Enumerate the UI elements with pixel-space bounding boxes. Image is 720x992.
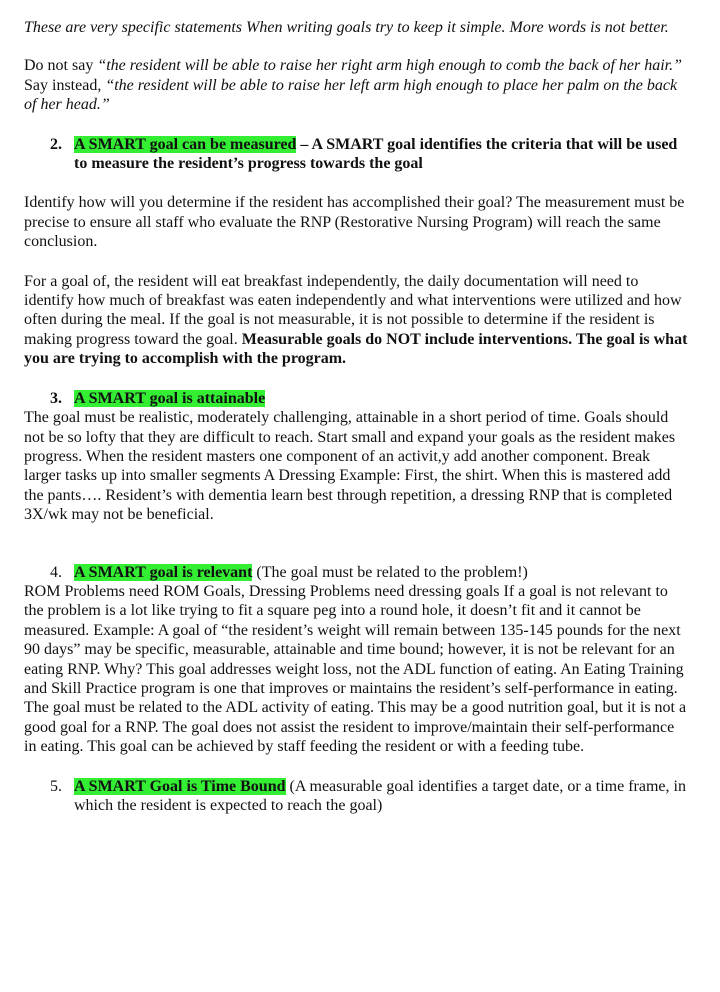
- item-5-rest: (A measurable goal identifies a target date, or a time frame, in which the resident is expected to reach the goal): [74, 777, 686, 814]
- item-3-number: 3.: [50, 389, 62, 407]
- item-3-heading: [24, 389, 690, 408]
- document-page: [24, 18, 690, 815]
- item-5-highlight: A SMART Goal is Time Bound: [74, 777, 286, 795]
- item-4-heading: [24, 563, 690, 582]
- item-4-rest: (The goal must be related to the problem!): [252, 563, 528, 581]
- item-5-heading: [24, 777, 690, 816]
- item-3-paragraph: The goal must be realistic, moderately challenging, attainable in a short period of time. Goals should not be so lofty that they are difficult to reach. Start small and expand your goals as the resident makes progress. When the resident masters one component of an activit,y add another component. Break larger tasks up into smaller segments A Dressing Example: First, the shirt. When this is mastered add the pants…. Resident’s with dementia learn best through repetition, a dressing RNP that is completed 3X/wk may not be beneficial.: [24, 409, 676, 524]
- intro-note: These are very specific statements When writing goals try to keep it simple. More words is not better.: [24, 19, 669, 36]
- do-not-say-prefix: Do not say: [24, 57, 98, 75]
- item-3-highlight: A SMART goal is attainable: [74, 389, 266, 407]
- say-instead-quote: “the resident will be able to raise her left arm high enough to place her palm on the back of her head.”: [24, 76, 678, 114]
- item-2-paragraph-1: Identify how will you determine if the resident has accomplished their goal? The measurement must be precise to ensure all staff who evaluate the RNP (Restorative Nursing Program) will reach the same conclusion.: [24, 194, 685, 251]
- item-4-highlight: A SMART goal is relevant: [74, 563, 253, 581]
- item-2-heading: [24, 135, 690, 174]
- do-not-say-quote: “the resident will be able to raise her right arm high enough to comb the back of her hair.”: [97, 57, 683, 75]
- item-4-number: 4.: [50, 563, 62, 581]
- item-2-number: 2.: [50, 135, 62, 153]
- do-not-say: [24, 56, 690, 75]
- say-instead: [24, 76, 690, 115]
- item-2-paragraph-2: [24, 272, 690, 369]
- item-4-paragraph: ROM Problems need ROM Goals, Dressing Problems need dressing goals If a goal is not relevant to the problem is a lot like trying to fit a square peg into a round hole, it doesn’t fit and it cannot be measured. Example: A goal of “the resident’s weight will remain between 135-145 pounds for the next 90 days” may be specific, measurable, attainable and time bound; however, it is not be relevant for an eating RNP. Why? This goal addresses weight loss, not the ADL function of eating. An Eating Training and Skill Practice program is one that improves or maintains the resident’s self-performance in eating. The goal must be related to the ADL activity of eating. This may be a good nutrition goal, but it is not a good goal for a RNP. The goal does not assist the resident to improve/maintain their self-performance in eating. This goal can be achieved by staff feeding the resident or with a feeding tube.: [24, 582, 687, 756]
- item-5-number: 5.: [50, 777, 62, 795]
- item-2-highlight: A SMART goal can be measured: [74, 135, 297, 153]
- item-2-paragraph-2-bold: Measurable goals do NOT include interventions. The goal is what you are trying to accomplish with the program.: [24, 330, 688, 368]
- item-2-rest: – A SMART goal identifies the criteria that will be used to measure the resident’s progress towards the goal: [74, 135, 678, 173]
- say-instead-prefix: Say instead,: [24, 76, 106, 94]
- item-2-paragraph-2-text: For a goal of, the resident will eat breakfast independently, the daily documentation will need to identify how much of breakfast was eaten independently and what interventions were utilized and how often during the meal. If the goal is not measurable, it is not possible to determine if the resident is making progress toward the goal.: [24, 272, 682, 348]
